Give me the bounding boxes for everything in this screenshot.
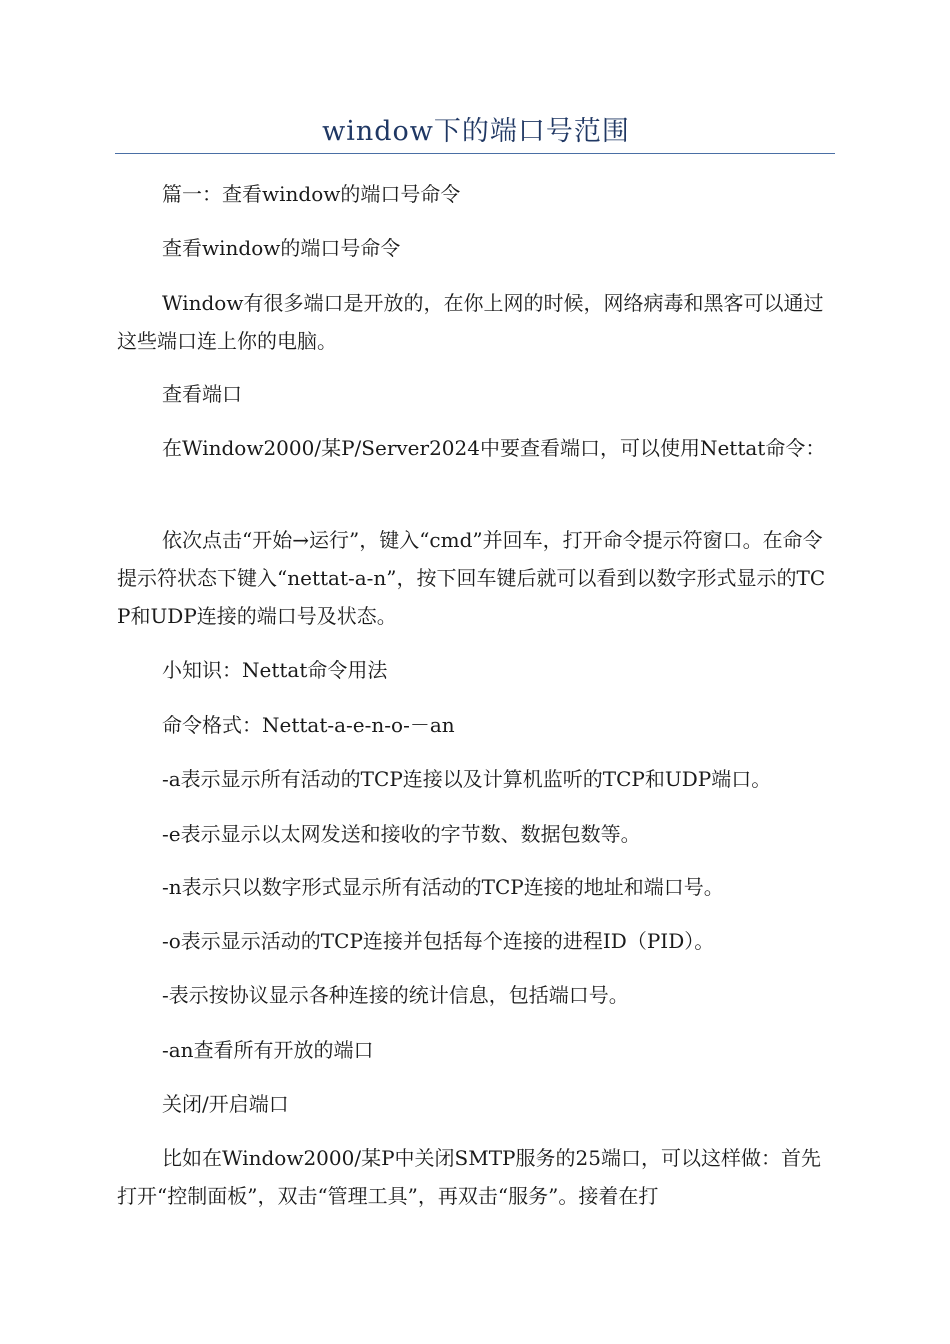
- paragraph-option-o: -o表示显示活动的TCP连接并包括每个连接的进程ID（PID）。: [162, 929, 715, 953]
- paragraph-steps: 依次点击“开始→运行”，键入“cmd”并回车，打开命令提示符窗口。在命令提示符状态下键入“nettat-a-n”，按下回车键后就可以看到以数字形式显示的TCP和UDP连接的端口号及状态。: [117, 528, 826, 628]
- paragraph-intro: Window有很多端口是开放的，在你上网的时候，网络病毒和黑客可以通过这些端口连上你的电脑。: [117, 291, 824, 353]
- paragraph-option-s: -表示按协议显示各种连接的统计信息，包括端口号。: [162, 983, 629, 1007]
- document-title: window下的端口号范围: [322, 116, 630, 147]
- paragraph-tip: 小知识：Nettat命令用法: [162, 658, 388, 682]
- paragraph-example: 比如在Window2000/某P中关闭SMTP服务的25端口，可以这样做：首先打开“控制面板”，双击“管理工具”，再双击“服务”。接着在打: [117, 1146, 821, 1208]
- paragraph-view-ports: 查看端口: [162, 382, 242, 406]
- paragraph-subheading: 查看window的端口号命令: [162, 236, 401, 260]
- paragraph-command-format: 命令格式：Nettat-a-e-n-o-－an: [162, 713, 455, 737]
- paragraph-option-an: -an查看所有开放的端口: [162, 1038, 374, 1062]
- paragraph-close-open-ports: 关闭/开启端口: [162, 1092, 289, 1116]
- paragraph-nettat-usage: 在Window2000/某P/Server2024中要查看端口，可以使用Nettat命令：: [162, 436, 826, 460]
- paragraph-section-heading: 篇一：查看window的端口号命令: [162, 182, 461, 206]
- paragraph-option-n: -n表示只以数字形式显示所有活动的TCP连接的地址和端口号。: [162, 875, 724, 899]
- paragraph-option-a: -a表示显示所有活动的TCP连接以及计算机监听的TCP和UDP端口。: [162, 767, 772, 791]
- paragraph-option-e: -e表示显示以太网发送和接收的字节数、数据包数等。: [162, 822, 641, 846]
- title-underline: [115, 153, 835, 154]
